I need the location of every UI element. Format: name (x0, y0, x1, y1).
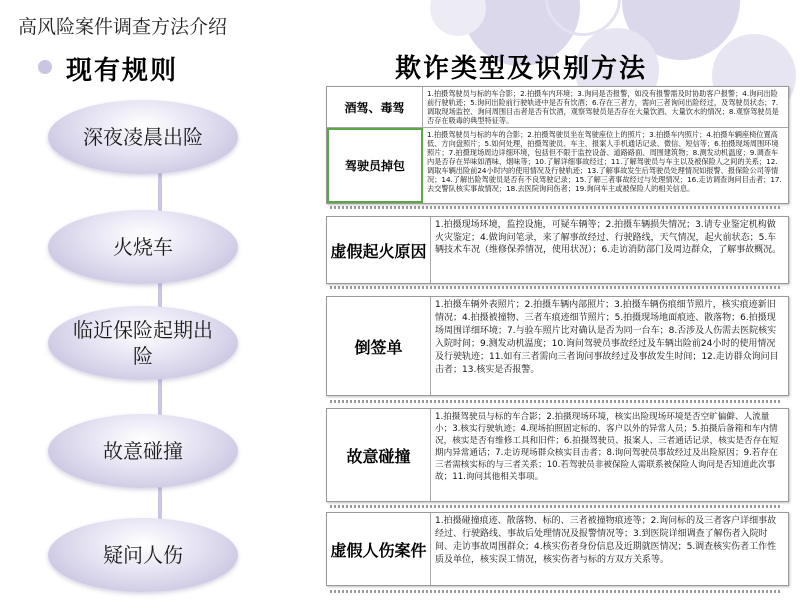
fraud-panel-injury (326, 512, 789, 586)
fraud-panel-backdated (326, 296, 789, 396)
rules-heading: 现有规则 (66, 56, 179, 86)
rule-late-night (48, 100, 238, 174)
fraud-type-label: 酒驾、毒驾 (327, 87, 423, 127)
panel-divider (330, 505, 782, 508)
rule-suspicious-injury (48, 518, 238, 592)
rule-label: 深夜凌晨出险 (83, 125, 203, 149)
fraud-row-backdated-policy (327, 297, 788, 395)
bullet-dot-icon (38, 60, 52, 74)
fraud-method-text: 1.拍摄驾驶员与标的车的合影；2.拍摄驾驶员坐在驾驶座位上的照片；3.拍摄车内照片；4.拍摄车辆座椅位置高低、方向盘照片；5.如何处理，拍摄驾驶员、车主、报案人手机通话记录、微信、短信等；6.拍摄现场周围环境照片；7.拍摄现场周边详细环境，包括但不限于监控设备、道路路面、周围建筑物；8.测发动机温度；9.调查车内是否存在异味如酒味、烟味等；10.了解详细事故经过；11.了解驾驶员与车主以及被保险人之间的关系；12.调取车辆出险前24小时内的使用情况及行驶轨迹；13.了解事故发生后驾驶员处理情况如报警、报保险公司等情况；14.了解出险驾驶员是否有不良驾驶记录；15.了解三者事故经过与处理情况；16.走访调查询问目击者；17.去交警队核实事故情况；18.去医院询问伤者；19.询问车主或被保险人的相关信息。 (427, 130, 782, 193)
panel-divider (330, 400, 782, 403)
rule-label: 临近保险起期出险 (73, 318, 213, 368)
rule-label: 火烧车 (113, 235, 173, 259)
rule-deliberate-collision (48, 414, 238, 488)
rule-vehicle-fire (48, 210, 238, 284)
panel-divider (330, 286, 782, 289)
fraud-method-text: 1.拍摄碰撞痕迹、散落物、标的、三者被撞物痕迹等；2.询问标的及三者客户详细事故经过、行驶路线、事故后处理情况及报警情况等；3.到医院详细调查了解伤者入院时间、走访事故周围群众；4.核实伤者身份信息及近期就医情况；5.调查核实伤者工作性质及单位，核实误工情况，核实伤者与标的方双方关系等。 (435, 516, 777, 565)
fraud-panel-fire (326, 216, 789, 284)
fraud-method-text: 1.拍摄驾驶员与标的车合影；2.拍摄车内环境；3.询问是否报警，如没有报警需及时协助客户报警；4.询问出险前行驶轨迹；5.询问出险前行驶轨迹中是否有饮酒；6.存在三者方，需向三者询问出险经过，及驾驶员状态；7.调取现场监控、询问周围目击者是否有饮酒，观察驾驶员是否存在大量饮酒、大量饮水的情况；8.观察驾驶员是否存在吸毒的典型特征等。 (427, 89, 779, 125)
fraud-panel-collision (326, 408, 789, 502)
fraud-method-text: 1.拍摄现场环境，监控设施，可疑车辆等；2.拍摄车辆损失情况；3.请专业鉴定机构做火灾鉴定；4.做询问笔录，来了解事故经过、行驶路线，天气情况，起火前状态；5.车辆技术车况（维修保养情况，使用状况）；6.走访消防部门及周边群众，了解事故概况。 (435, 220, 782, 255)
panel-divider (330, 590, 782, 593)
fraud-type-label: 虚假人伤案件 (327, 513, 431, 585)
rule-near-policy-start (48, 306, 238, 380)
fraud-type-label: 虚假起火原因 (327, 217, 431, 283)
rule-label: 疑问人伤 (103, 543, 183, 567)
slide-title: 高风险案件调查方法介绍 (18, 16, 228, 38)
rule-label: 故意碰撞 (103, 439, 183, 463)
fraud-panel-drunk-swap (326, 86, 789, 204)
fraud-row-deliberate-collision (327, 409, 788, 501)
fraud-row-false-injury (327, 513, 788, 585)
fraud-row-false-fire (327, 217, 788, 283)
fraud-method-text: 1.拍摄车辆外表照片；2.拍摄车辆内部照片；3.拍摄车辆伤痕细节照片，核实痕迹新旧情况；4.拍摄被撞物、三者车痕迹细节照片；5.拍摄现场地面痕迹、散落物；6.拍摄现场周围详细环境；7.与验车照片比对确认是否为同一台车；8.否涉及人伤需去医院核实入院时间；9.测发动机温度；10.询问驾驶员事故经过及车辆出险前24小时的使用情况及行驶轨迹；11.如有三者需向三者询问事故经过及事故发生时间；12.走访群众询问目击者；13.核实是否报警。 (435, 300, 779, 375)
fraud-row-drunk-driving (327, 87, 788, 128)
fraud-type-label: 驾驶员掉包 (327, 128, 423, 203)
fraud-row-driver-swap (327, 128, 788, 203)
panel-divider (330, 206, 782, 209)
fraud-types-heading: 欺诈类型及识别方法 (395, 54, 648, 84)
fraud-type-label: 倒签单 (327, 297, 431, 395)
fraud-type-label: 故意碰撞 (327, 409, 431, 501)
fraud-method-text: 1.拍摄驾驶员与标的车合影；2.拍摄现场环境，核实出险现场环境是否空旷偏僻、人流量小；3.核实行驶轨迹；4.现场拍照固定标的、客户以外的异常人员；5.拍摄后备箱和车内情况，核实是否有维修工具和旧件；6.拍摄驾驶员、报案人、三者通话记录，核实是否存在短期内异常通话；7.走访现场群众核实目击者；8.询问驾驶员事故经过及出险原因；9.若存在三者需核实标的与三者关系；10.若驾驶员非被保险人需联系被保险人询问是否知道此次事故；11.询问其他相关事项。 (435, 412, 779, 482)
